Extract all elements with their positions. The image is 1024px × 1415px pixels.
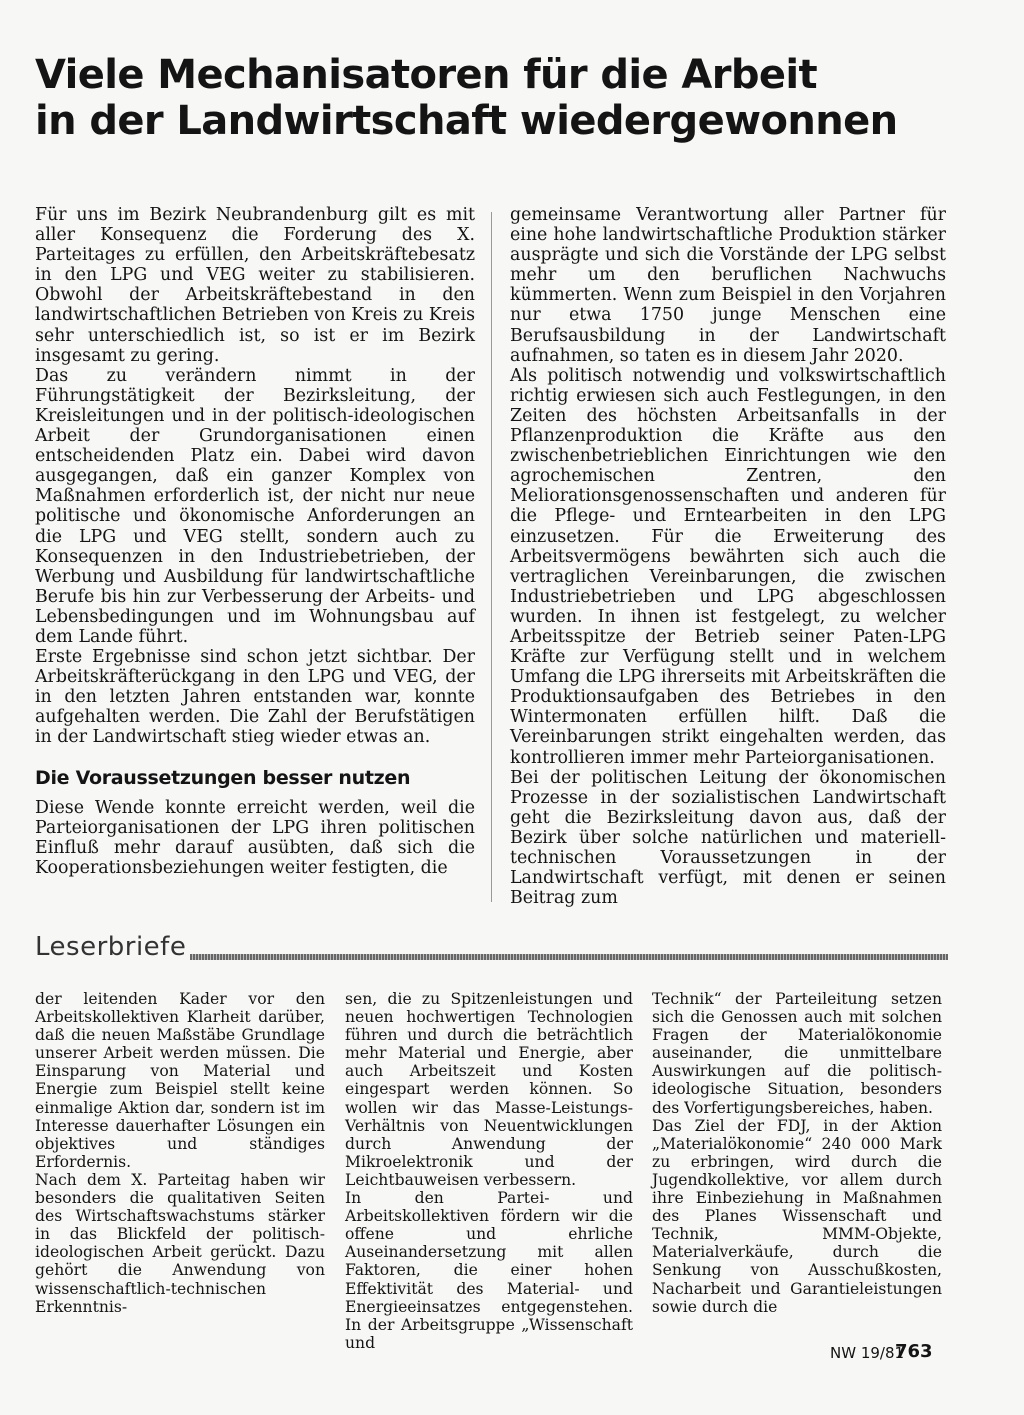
column-divider [491,212,492,902]
article-paragraph: Diese Wende konnte erreicht werden, weil die Parteiorganisationen der LPG ihren politischen Einfluß mehr darauf ausübten, daß sich die Kooperationsbeziehungen weiter festigten, die [35,797,475,878]
article-paragraph: Das zu verändern nimmt in der Führungstätigkeit der Bezirksleitung, der Kreisleitungen und in der politisch-ideologischen Arbeit der Grundorganisationen einen entscheidenden Platz ein. Dabei wird davon ausgegangen, daß ein ganzer Komplex von Maßnahmen erforderlich ist, der nicht nur neue politische und ökonomische Anforderungen an die LPG und VEG stellt, sondern auch zu Konsequenzen in den Industriebetrieben, der Werbung und Ausbildung für landwirtschaftliche Berufe bis hin zur Verbesserung der Arbeits- und Lebensbedingungen und im Wohnungsbau auf dem Lande führt. [35,365,475,647]
letters-section-rule [190,954,948,960]
article-paragraph: Erste Ergebnisse sind schon jetzt sichtbar. Der Arbeitskräfterückgang in den LPG und VEG, der in den letzten Jahren entstanden war, konnte aufgehalten werden. Die Zahl der Berufstätigen in der Landwirtschaft stieg wieder etwas an. [35,647,475,748]
letters-column-1 [35,990,325,1316]
article-subheading: Die Voraussetzungen besser nutzen [35,766,411,789]
article-paragraph: gemeinsame Verantwortung aller Partner für eine hohe landwirtschaftliche Produktion stärker ausprägte und sich die Vorstände der LPG selbst mehr um den beruflichen Nachwuchs kümmerten. Wenn zum Beispiel in den Vorjahren nur etwa 1750 junge Menschen eine Berufsausbildung in der Landwirtschaft aufnahmen, so taten es in diesem Jahr 2020. [510,205,946,366]
letter-paragraph: Das Ziel der FDJ, in der Aktion „Materialökonomie“ 240 000 Mark zu erbringen, wird durch die Jugendkollektive, vor allem durch ihre Einbeziehung in Maßnahmen des Planes Wissenschaft und Technik, MMM-Objekte, Materialverkäufe, durch die Senkung von Ausschußkosten, Nacharbeit und Garantieleistungen sowie durch die [652,1116,942,1316]
headline-line-2: in der Landwirtschaft wiedergewonnen [35,98,898,144]
letter-paragraph: Technik“ der Parteileitung setzen sich die Genossen auch mit solchen Fragen der Materialökonomie auseinander, die unmittelbare Auswirkungen auf die politisch-ideologische Situation, besonders des Vorfertigungsbereiches, haben. [652,990,942,1117]
letter-paragraph: sen, die zu Spitzenleistungen und neuen hochwertigen Technologien führen und durch die beträchtlich mehr Material und Energie, aber auch Arbeitszeit und Kosten eingespart werden können. So wollen wir das Masse-Leistungs-Verhältnis von Neuentwicklungen durch Anwendung der Mikroelektronik und der Leichtbauweisen verbessern. [345,990,633,1189]
article-paragraph: Für uns im Bezirk Neubrandenburg gilt es mit aller Konsequenz die Forderung des X. Parteitages zu erfüllen, den Arbeitskräftebesatz in den LPG und VEG weiter zu stabilisieren. Obwohl der Arbeitskräftebestand in den landwirtschaftlichen Betrieben von Kreis zu Kreis sehr unterschiedlich ist, so ist er im Bezirk insgesamt zu gering. [35,205,475,366]
letters-column-2 [345,990,633,1352]
article-column-1 [35,205,475,878]
issue-number: NW 19/81 [830,1344,905,1362]
article-column-2 [510,205,946,908]
article-headline [35,52,995,144]
letter-paragraph: Nach dem X. Parteitag haben wir besonders die qualitativen Seiten des Wirtschaftswachstums stärker in das Blickfeld der politisch-ideologischen Arbeit gerückt. Dazu gehört die Anwendung von wissenschaftlich-technischen Erkenntnis- [35,1170,325,1316]
letters-section-label: Leserbriefe [35,932,187,962]
letters-column-3 [652,990,942,1316]
letter-paragraph: der leitenden Kader vor den Arbeitskollektiven Klarheit darüber, daß die neuen Maßstäbe Grundlage unserer Arbeit werden müssen. Die Einsparung von Material und Energie zum Beispiel stellt keine einmalige Aktion dar, sondern ist im Interesse dauerhafter Lösungen ein objektives und ständiges Erfordernis. [35,990,325,1171]
letter-paragraph: In den Partei- und Arbeitskollektiven fördern wir die offene und ehrliche Auseinandersetzung mit allen Faktoren, die einer hohen Effektivität des Material- und Energieeinsatzes entgegenstehen. In der Arbeitsgruppe „Wissenschaft und [345,1189,633,1352]
article-paragraph: Bei der politischen Leitung der ökonomischen Prozesse in der sozialistischen Landwirtschaft geht die Bezirksleitung davon aus, daß der Bezirk über solche natürlichen und materiell-technischen Voraussetzungen in der Landwirtschaft verfügt, mit denen er seinen Beitrag zum [510,767,946,909]
page-number: 763 [895,1341,933,1362]
headline-line-1: Viele Mechanisatoren für die Arbeit [35,52,818,98]
article-paragraph: Als politisch notwendig und volkswirtschaftlich richtig erwiesen sich auch Festlegungen, in den Zeiten des höchsten Arbeitsanfalls in der Pflanzenproduktion die Kräfte aus den zwischenbetrieblichen Einrichtungen wie den agrochemischen Zentren, den Meliorationsgenossenschaften und anderen für die Pflege- und Erntearbeiten in den LPG einzusetzen. Für die Erweiterung des Arbeitsvermögens bewährten sich auch die vertraglichen Vereinbarungen, die zwischen Industriebetrieben und LPG abgeschlossen wurden. In ihnen ist festgelegt, zu welcher Arbeitsspitze der Betrieb seiner Paten-LPG Kräfte zur Verfügung stellt und in welchem Umfang die LPG ihrerseits mit Arbeitskräften die Produktionsaufgaben des Betriebes in den Wintermonaten erfüllen hilft. Daß die Vereinbarungen strikt eingehalten werden, das kontrollieren immer mehr Parteiorganisationen. [510,365,946,768]
